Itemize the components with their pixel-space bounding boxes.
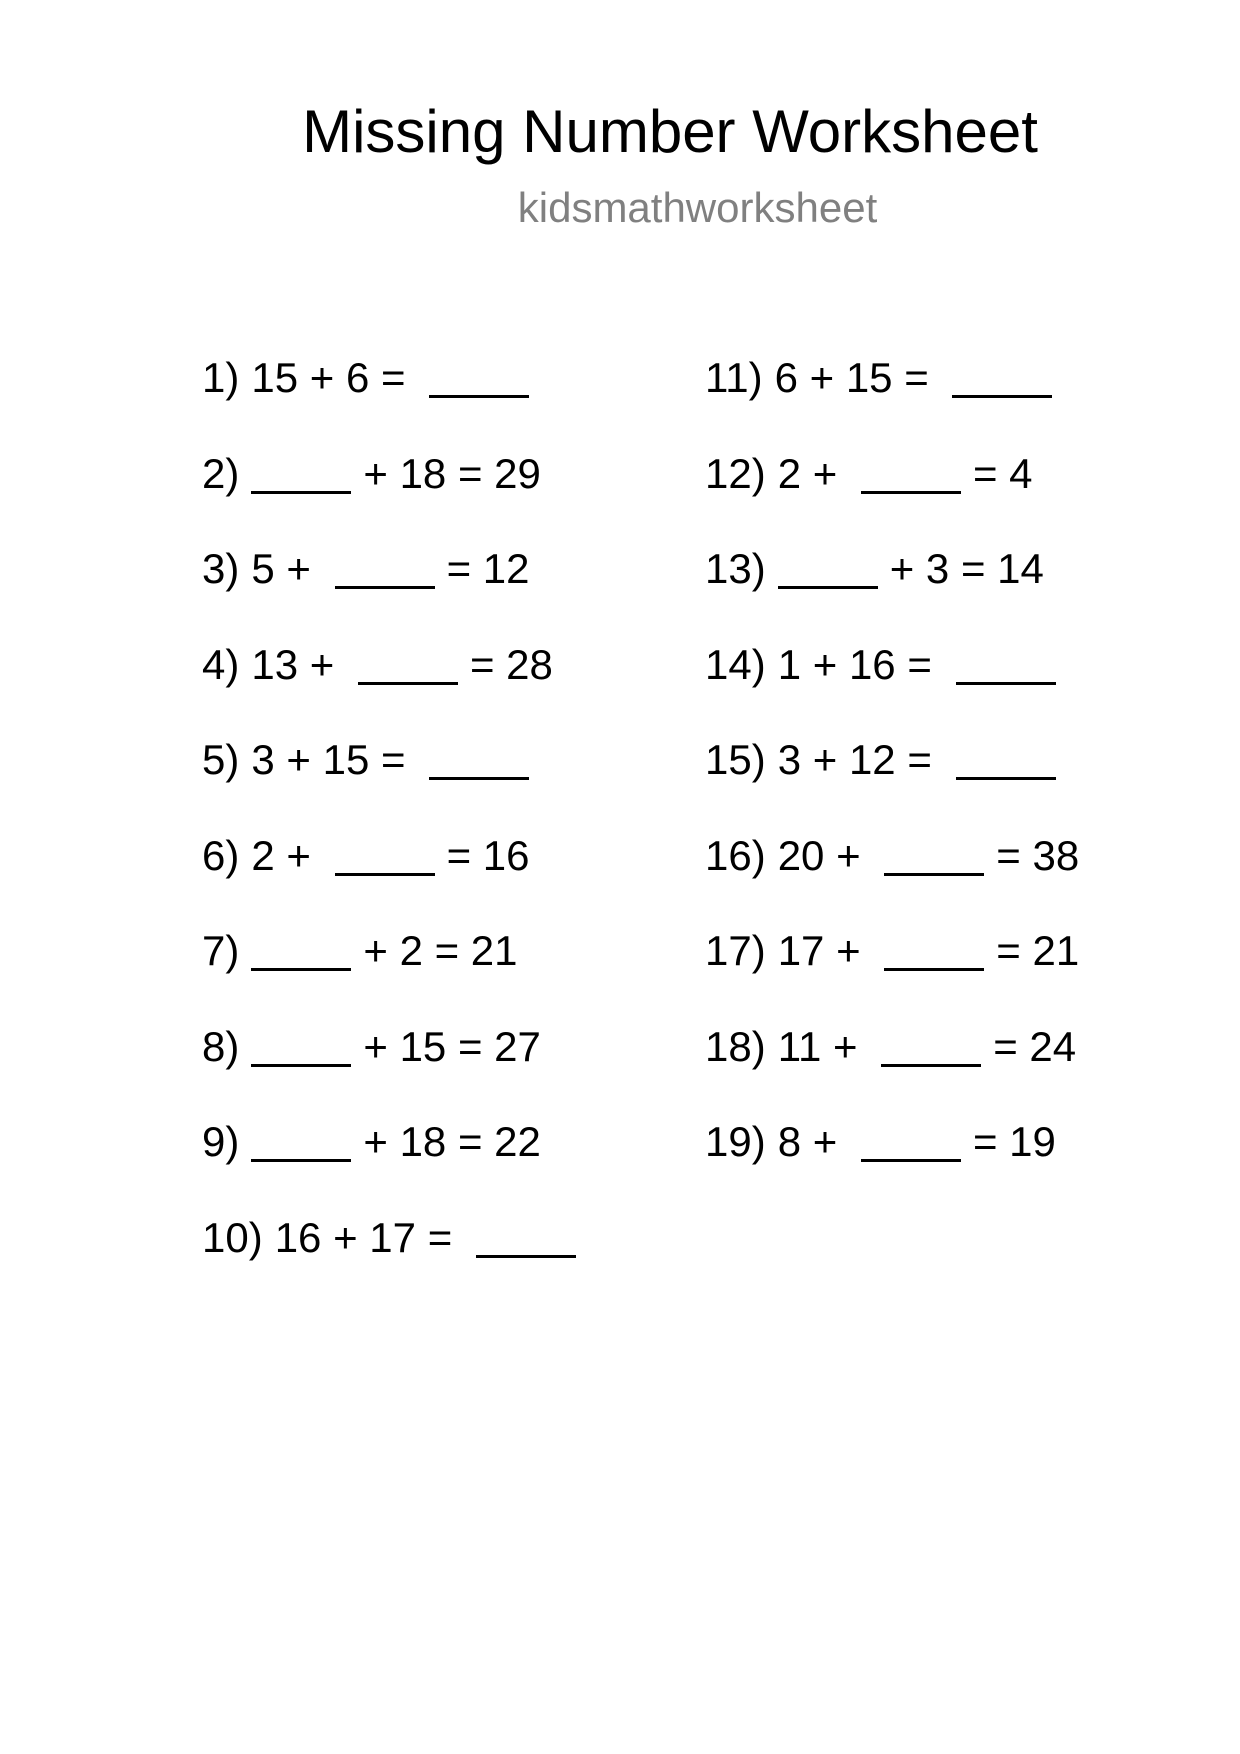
spacer [452, 1210, 464, 1266]
result-value: 24 [1029, 1022, 1077, 1070]
result-value: 29 [494, 449, 541, 497]
spacer [837, 637, 849, 693]
operator-plus: + [286, 831, 311, 879]
spacer [275, 541, 287, 597]
spacer [311, 828, 323, 884]
spacer [358, 1210, 370, 1266]
spacer [321, 1210, 333, 1266]
problem-number: 17) [705, 927, 766, 974]
spacer [834, 350, 846, 406]
problem-item [705, 1019, 1079, 1115]
answer-blank[interactable] [956, 737, 1056, 780]
operator-plus: + [309, 640, 335, 688]
operand-a: 16 [274, 1213, 322, 1261]
operand-b: 18 [399, 1118, 447, 1165]
answer-blank[interactable] [881, 1024, 981, 1067]
spacer [275, 732, 287, 788]
spacer [893, 350, 905, 406]
equals-sign: = [993, 1022, 1018, 1070]
problem-number: 2) [202, 449, 240, 497]
operator-plus: + [889, 545, 915, 592]
problem-number: 8) [202, 1022, 240, 1070]
answer-blank[interactable] [358, 642, 458, 685]
spacer [985, 541, 997, 597]
spacer [482, 1114, 494, 1170]
problem-number: 13) [705, 545, 766, 592]
operator-plus: + [812, 736, 838, 783]
operand-b: 3 [925, 545, 950, 592]
problem-number: 3) [202, 545, 240, 592]
answer-blank[interactable] [335, 833, 435, 876]
equals-sign: = [469, 640, 495, 688]
problem-item [202, 828, 576, 924]
spacer [334, 637, 346, 693]
equals-sign: = [960, 545, 986, 592]
spacer [1018, 1019, 1030, 1075]
operand-a: 20 [777, 831, 825, 879]
operand-a: 3 [251, 736, 275, 783]
spacer [388, 1019, 400, 1075]
operand-a: 2 [777, 449, 802, 497]
spacer [932, 732, 944, 788]
spacer [388, 446, 400, 502]
spacer [416, 1210, 428, 1266]
problem-item [705, 923, 1079, 1019]
problem-number: 12) [705, 449, 766, 497]
spacer [798, 350, 810, 406]
operand-b: 15 [845, 354, 893, 401]
equals-sign: = [972, 449, 998, 497]
spacer [837, 446, 849, 502]
spacer [896, 732, 908, 788]
answer-blank[interactable] [251, 1119, 351, 1162]
problem-item [705, 541, 1079, 637]
operand-b: 2 [399, 927, 423, 974]
equals-sign: = [457, 449, 483, 497]
problem-item [202, 1114, 576, 1210]
spacer [369, 350, 381, 406]
spacer [334, 350, 346, 406]
problem-item [705, 637, 1079, 733]
spacer [482, 1019, 494, 1075]
equals-sign: = [427, 1213, 453, 1261]
equals-sign: = [446, 831, 472, 879]
spacer [861, 923, 873, 979]
spacer [914, 541, 926, 597]
equals-sign: = [996, 927, 1021, 974]
operand-a: 2 [251, 831, 275, 879]
problem-number: 5) [202, 736, 240, 783]
equals-sign: = [972, 1118, 998, 1165]
problem-number: 15) [705, 736, 766, 783]
spacer [949, 541, 961, 597]
operator-plus: + [286, 545, 311, 592]
problem-item [202, 923, 576, 1019]
operand-a: 5 [251, 545, 275, 592]
spacer [275, 828, 287, 884]
spacer [837, 732, 849, 788]
spacer [311, 732, 323, 788]
equals-sign: = [457, 1022, 483, 1070]
spacer [1021, 923, 1033, 979]
spacer [446, 1019, 458, 1075]
problem-item [202, 1019, 576, 1115]
answer-blank[interactable] [251, 1024, 351, 1067]
spacer [446, 446, 458, 502]
problem-number: 14) [705, 640, 766, 688]
operand-a: 11 [777, 1022, 822, 1070]
problem-number: 11) [705, 354, 763, 401]
operator-plus: + [812, 1118, 838, 1165]
result-value: 28 [506, 640, 553, 688]
spacer [406, 732, 418, 788]
answer-blank[interactable] [251, 928, 351, 971]
problem-item [705, 1114, 1079, 1210]
operand-a: 15 [251, 354, 299, 401]
result-value: 21 [470, 927, 518, 974]
operator-plus: + [836, 927, 861, 974]
problems-column-left [202, 350, 576, 1305]
spacer [459, 923, 471, 979]
answer-blank[interactable] [861, 451, 961, 494]
result-value: 12 [482, 545, 530, 592]
operand-b: 15 [322, 736, 370, 783]
problem-number: 16) [705, 831, 766, 879]
spacer [821, 1019, 833, 1075]
spacer [494, 637, 506, 693]
problem-item [202, 541, 576, 637]
operand-a: 17 [777, 927, 825, 974]
problem-item [202, 637, 576, 733]
operator-plus: + [836, 831, 861, 879]
operand-b: 12 [848, 736, 896, 783]
answer-blank[interactable] [778, 546, 878, 589]
spacer [997, 1114, 1009, 1170]
operand-b: 16 [848, 640, 896, 688]
answer-blank[interactable] [335, 546, 435, 589]
spacer [471, 828, 483, 884]
spacer [482, 446, 494, 502]
answer-blank[interactable] [884, 833, 984, 876]
spacer [801, 732, 813, 788]
operator-plus: + [286, 736, 311, 783]
spacer [929, 350, 941, 406]
answer-blank[interactable] [429, 355, 529, 398]
problem-item [705, 828, 1079, 924]
problem-number: 4) [202, 640, 240, 688]
operator-plus: + [363, 1118, 388, 1165]
problem-number: 7) [202, 927, 240, 974]
problem-number: 10) [202, 1213, 263, 1261]
operand-a: 13 [251, 640, 299, 688]
operand-a: 8 [777, 1118, 802, 1165]
result-value: 21 [1032, 927, 1080, 974]
operator-plus: + [832, 1022, 858, 1070]
spacer [1021, 828, 1033, 884]
spacer [896, 637, 908, 693]
result-value: 14 [997, 545, 1044, 592]
operand-b: 15 [399, 1022, 447, 1070]
operator-plus: + [363, 1022, 388, 1070]
operator-plus: + [809, 354, 835, 401]
result-value: 27 [494, 1022, 541, 1070]
spacer [801, 637, 813, 693]
spacer [298, 350, 310, 406]
problem-number: 9) [202, 1118, 240, 1165]
answer-blank[interactable] [251, 451, 351, 494]
equals-sign: = [996, 831, 1021, 879]
spacer [824, 828, 836, 884]
result-value: 38 [1032, 831, 1080, 879]
equals-sign: = [446, 545, 472, 592]
equals-sign: = [434, 927, 460, 974]
problem-number: 1) [202, 354, 240, 401]
equals-sign: = [380, 736, 406, 783]
operator-plus: + [812, 449, 838, 497]
operator-plus: + [333, 1213, 358, 1261]
spacer [406, 350, 418, 406]
problem-number: 6) [202, 831, 240, 879]
problem-item [202, 732, 576, 828]
problem-item [202, 1210, 576, 1306]
operand-b: 6 [345, 354, 370, 401]
result-value: 22 [494, 1118, 541, 1165]
operand-a: 6 [774, 354, 798, 401]
equals-sign: = [907, 640, 932, 688]
operator-plus: + [812, 640, 838, 688]
operand-b: 17 [369, 1213, 417, 1261]
spacer [997, 446, 1009, 502]
equals-sign: = [907, 736, 932, 783]
operand-b: 18 [399, 449, 447, 497]
spacer [471, 541, 483, 597]
problem-item [202, 446, 576, 542]
problem-item [705, 350, 1079, 446]
problem-item [705, 732, 1079, 828]
equals-sign: = [457, 1118, 483, 1165]
spacer [932, 637, 944, 693]
problem-item [202, 350, 576, 446]
spacer [824, 923, 836, 979]
answer-blank[interactable] [429, 737, 529, 780]
problem-number: 19) [705, 1118, 766, 1165]
result-value: 4 [1009, 449, 1033, 497]
operator-plus: + [309, 354, 335, 401]
spacer [837, 1114, 849, 1170]
page-subtitle: kidsmathworksheet [517, 184, 878, 231]
spacer [423, 923, 435, 979]
equals-sign: = [904, 354, 929, 401]
spacer [369, 732, 381, 788]
problems-column-right [705, 350, 1079, 1210]
page-title: Missing Number Worksheet [302, 98, 1038, 165]
spacer [298, 637, 310, 693]
spacer [388, 923, 400, 979]
operator-plus: + [363, 449, 388, 497]
answer-blank[interactable] [861, 1119, 961, 1162]
operand-a: 3 [777, 736, 802, 783]
answer-blank[interactable] [956, 642, 1056, 685]
result-value: 16 [482, 831, 530, 879]
equals-sign: = [380, 354, 406, 401]
spacer [801, 1114, 813, 1170]
answer-blank[interactable] [884, 928, 984, 971]
problem-number: 18) [705, 1022, 766, 1070]
answer-blank[interactable] [952, 355, 1052, 398]
result-value: 19 [1009, 1118, 1056, 1165]
answer-blank[interactable] [476, 1215, 576, 1258]
spacer [801, 446, 813, 502]
operator-plus: + [363, 927, 388, 974]
spacer [446, 1114, 458, 1170]
problem-item [705, 446, 1079, 542]
spacer [311, 541, 323, 597]
spacer [388, 1114, 400, 1170]
operand-a: 1 [777, 640, 802, 688]
spacer [858, 1019, 870, 1075]
spacer [861, 828, 873, 884]
